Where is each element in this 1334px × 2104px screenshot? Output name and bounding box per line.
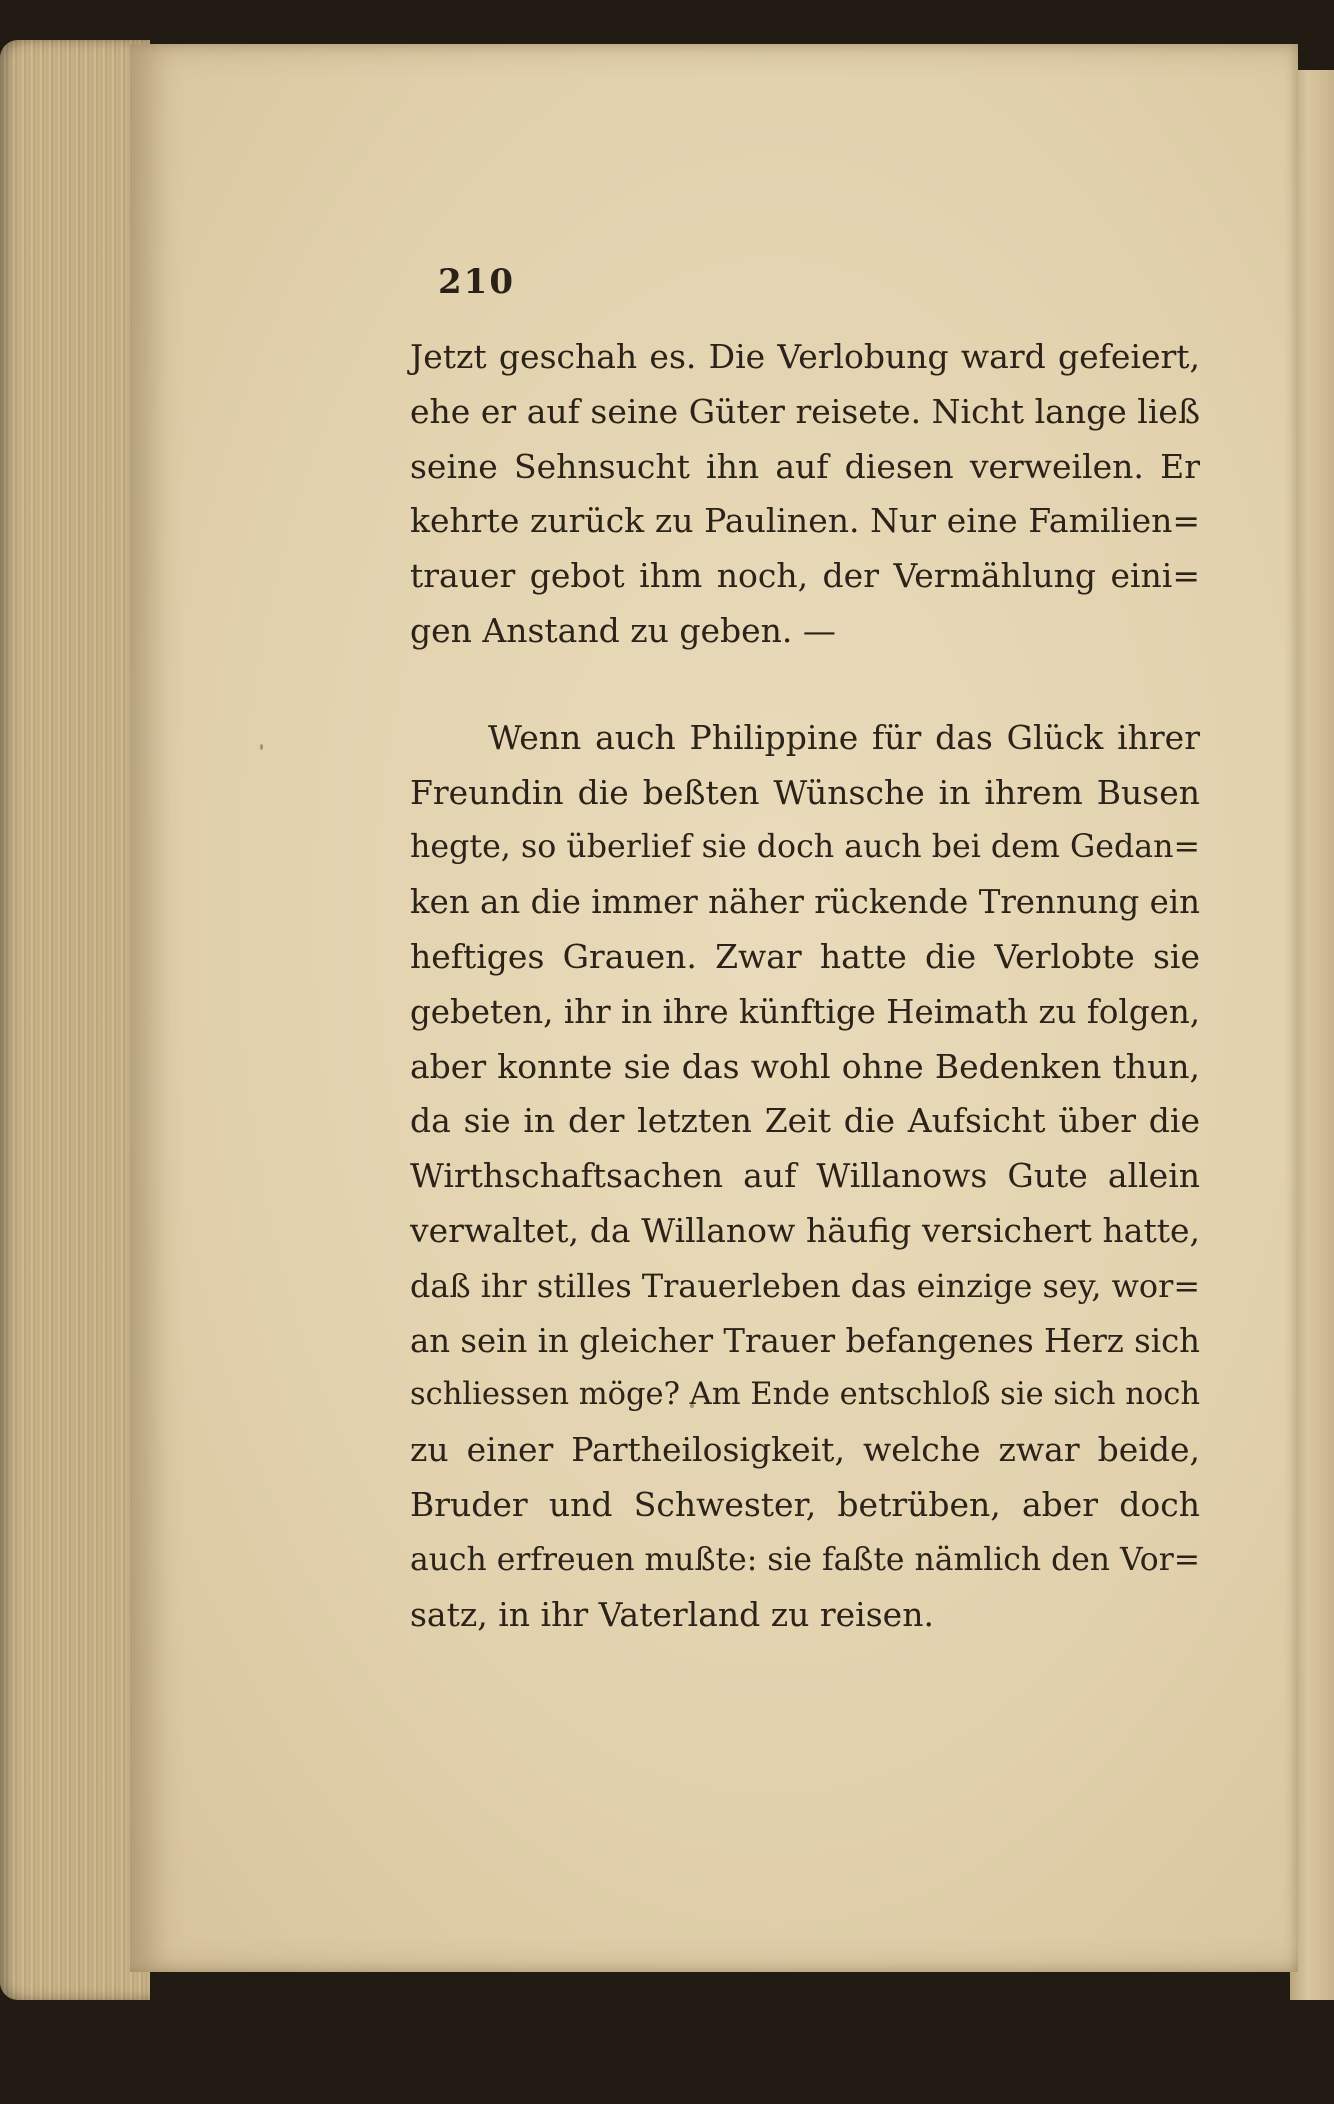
text-line: Bruder und Schwester, betrüben, aber doch (410, 1484, 1200, 1524)
text-line: kehrte zurück zu Paulinen. Nur eine Familien= (410, 501, 1200, 541)
page-number: 210 (438, 262, 515, 302)
text-line: zu einer Partheilosigkeit, welche zwar beide, (410, 1430, 1200, 1470)
text-line: Freundin die beßten Wünsche in ihrem Busen (410, 772, 1200, 812)
paper-speck (260, 744, 263, 750)
text-line: gen Anstand zu geben. — (410, 610, 836, 650)
text-line: an sein in gleicher Trauer befangenes Herz sich (410, 1321, 1200, 1360)
text-line: Jetzt geschah es. Die Verlobung ward gefeiert, (410, 337, 1200, 376)
body-text (410, 330, 1200, 1642)
text-line: satz, in ihr Vaterland zu reisen. (410, 1594, 934, 1634)
text-line: aber konnte sie das wohl ohne Bedenken thun, (410, 1046, 1200, 1086)
text-line: hegte, so überlief sie doch auch bei dem Gedan= (410, 829, 1200, 866)
text-line: gebeten, ihr in ihre künftige Heimath zu folgen, (410, 992, 1201, 1031)
text-line: trauer gebot ihm noch, der Vermählung eini= (410, 556, 1200, 596)
paragraph-2 (410, 711, 1200, 1643)
text-line: daß ihr stilles Trauerleben das einzige sey, wor= (410, 1266, 1200, 1305)
text-line: auch erfreuen mußte: sie faßte nämlich den Vor= (410, 1541, 1200, 1578)
text-line: schliessen möge? Am Ende entschloß sie sich noch (410, 1377, 1200, 1413)
paragraph-gap (410, 659, 1200, 711)
paragraph-1 (410, 330, 1200, 659)
text-line: ken an die immer näher rückende Trennung ein (410, 883, 1200, 922)
text-line: verwaltet, da Willanow häufig versichert hatte, (410, 1210, 1200, 1250)
page-edges-stack (0, 40, 150, 2000)
text-line: Wirthschaftsachen auf Willanows Gute allein (410, 1156, 1200, 1196)
text-line: seine Sehnsucht ihn auf diesen verweilen. Er (410, 446, 1200, 486)
text-line: ehe er auf seine Güter reisete. Nicht lange ließ (410, 391, 1200, 431)
text-line: da sie in der letzten Zeit die Aufsicht über die (410, 1101, 1200, 1141)
text-line: heftiges Grauen. Zwar hatte die Verlobte sie (410, 936, 1200, 976)
text-line: Wenn auch Philippine für das Glück ihrer (488, 717, 1200, 757)
